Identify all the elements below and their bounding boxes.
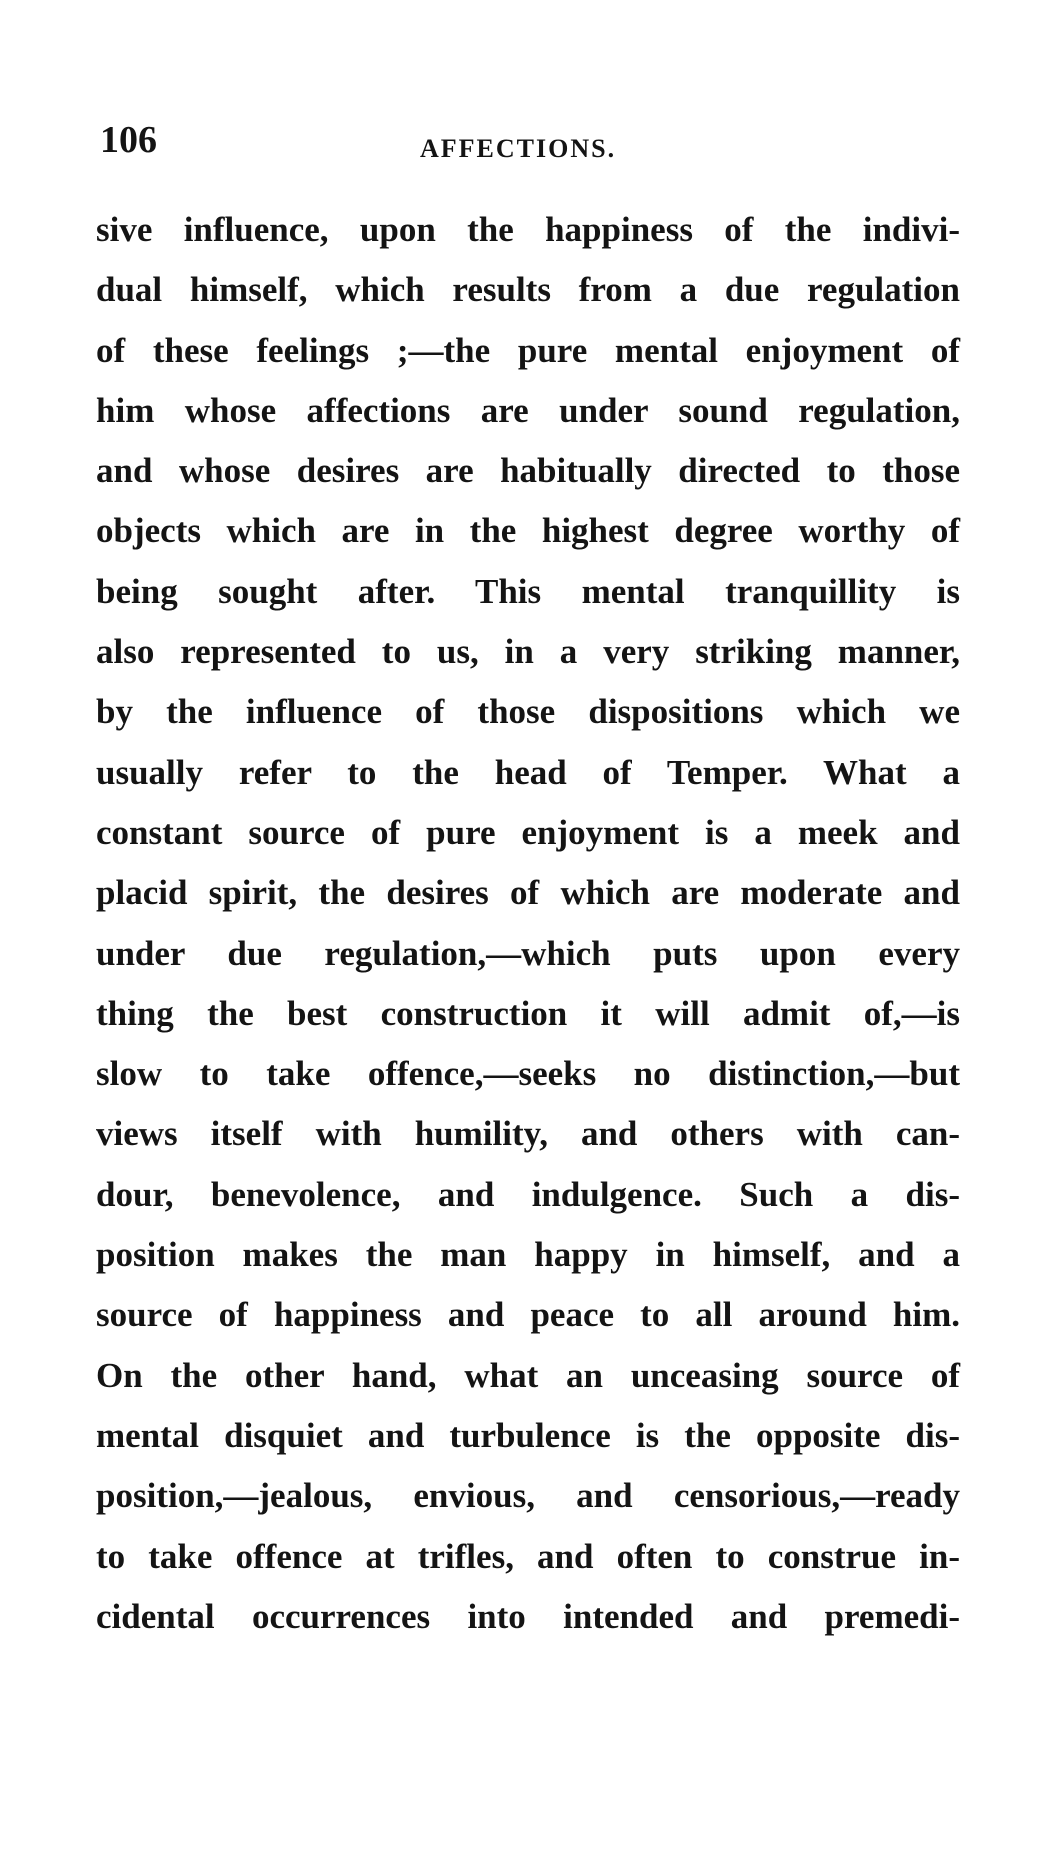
text-line: of these feelings ;—the pure mental enjoyment of bbox=[96, 330, 960, 370]
text-line: objects which are in the highest degree worthy of bbox=[96, 511, 960, 551]
text-line: placid spirit, the desires of which are moderate and bbox=[96, 873, 960, 913]
page-number: 106 bbox=[100, 119, 157, 161]
text-line: being sought after. This mental tranquillity is bbox=[96, 571, 960, 611]
text-line: source of happiness and peace to all around him. bbox=[96, 1295, 960, 1335]
text-line: sive influence, upon the happiness of the indivi- bbox=[96, 210, 960, 249]
text-line: On the other hand, what an unceasing source of bbox=[96, 1355, 960, 1395]
text-line: dual himself, which results from a due regulation bbox=[96, 270, 960, 310]
body-text bbox=[96, 200, 960, 1647]
text-line: also represented to us, in a very striking manner, bbox=[96, 632, 960, 672]
running-head: AFFECTIONS. bbox=[420, 134, 617, 163]
text-line: thing the best construction it will admit of,—is bbox=[96, 993, 960, 1033]
text-line: usually refer to the head of Temper. What a bbox=[96, 752, 960, 792]
text-line: to take offence at trifles, and often to construe in- bbox=[96, 1536, 960, 1576]
text-line: mental disquiet and turbulence is the opposite dis- bbox=[96, 1415, 960, 1455]
text-line: position makes the man happy in himself, and a bbox=[96, 1235, 960, 1275]
text-line: under due regulation,—which puts upon every bbox=[96, 933, 960, 973]
text-line: position,—jealous, envious, and censorious,—ready bbox=[96, 1476, 960, 1516]
text-line: and whose desires are habitually directed to those bbox=[96, 451, 960, 491]
text-line: slow to take offence,—seeks no distinction,—but bbox=[96, 1054, 960, 1094]
text-line: him whose affections are under sound regulation, bbox=[96, 390, 960, 430]
text-line: constant source of pure enjoyment is a meek and bbox=[96, 812, 960, 852]
text-line: dour, benevolence, and indulgence. Such a dis- bbox=[96, 1174, 960, 1214]
text-line: cidental occurrences into intended and premedi- bbox=[96, 1596, 960, 1636]
text-line: by the influence of those dispositions which we bbox=[96, 692, 960, 732]
text-line: views itself with humility, and others with can- bbox=[96, 1114, 960, 1154]
